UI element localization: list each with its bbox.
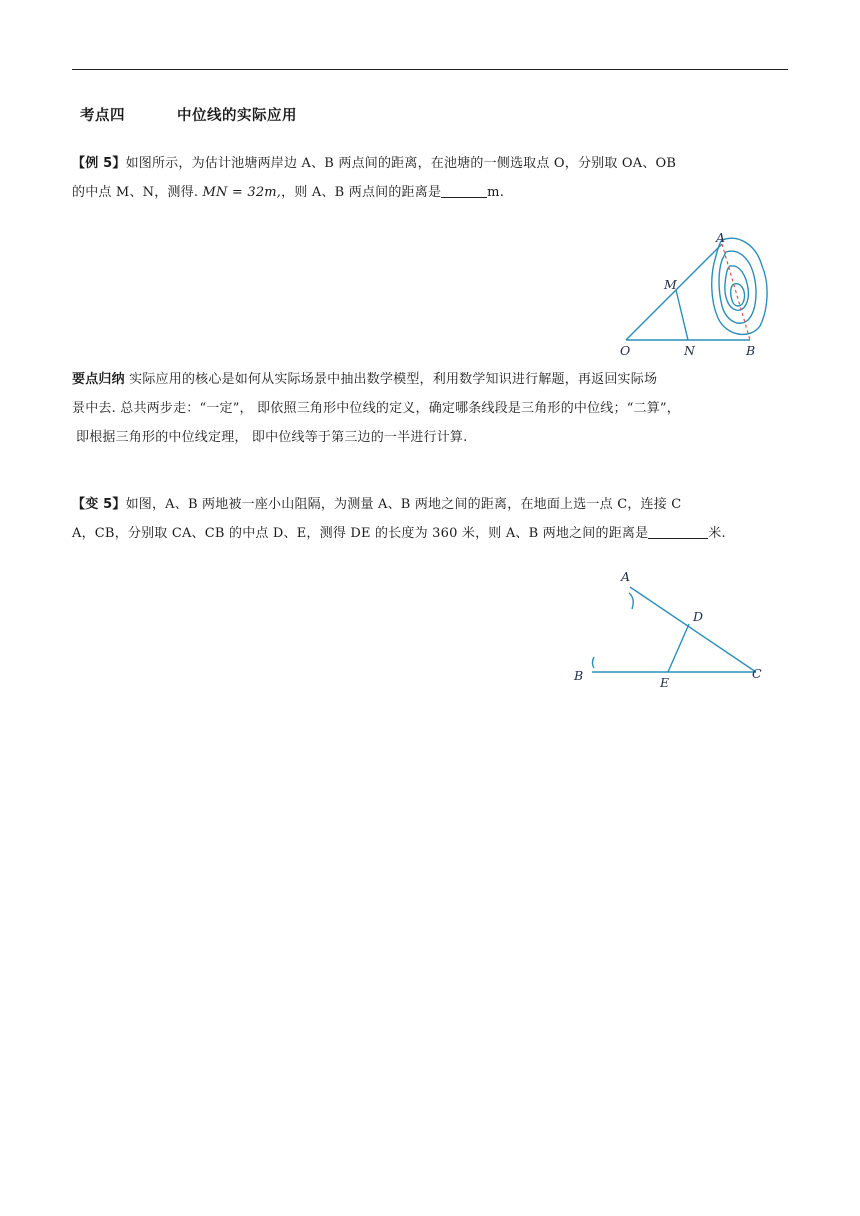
label-B: B bbox=[746, 343, 756, 358]
summary-tag: 要点归纳 bbox=[72, 372, 125, 387]
variant-5-tag: 【变 5】 bbox=[72, 497, 126, 512]
label-E: E bbox=[660, 675, 670, 690]
segment-DE bbox=[668, 624, 689, 672]
hill-figure bbox=[566, 565, 776, 690]
pond-contour-3 bbox=[725, 266, 749, 310]
summary-line-3: 即根据三角形的中位线定理， 即中位线等于第三边的一半进行计算. bbox=[76, 430, 468, 445]
section-label: 考点四 bbox=[80, 108, 125, 124]
label-N: N bbox=[684, 343, 695, 358]
example-5-formula: MN = 32m, bbox=[202, 185, 282, 200]
hill-edge-B bbox=[593, 657, 595, 668]
label-A: A bbox=[716, 230, 726, 245]
label-M: M bbox=[664, 277, 677, 292]
segment-MN bbox=[676, 290, 688, 340]
label-B: B bbox=[574, 668, 584, 683]
example-5-tag: 【例 5】 bbox=[72, 156, 126, 171]
label-O: O bbox=[620, 343, 631, 358]
section-heading bbox=[80, 104, 297, 125]
label-D: D bbox=[693, 609, 704, 624]
answer-blank[interactable] bbox=[441, 183, 487, 198]
header-rule bbox=[72, 69, 788, 70]
summary-line-2: 景中去. 总共两步走：“一定”， 即依照三角形中位线的定义，确定哪条线段是三角形的中位线；“二算”， bbox=[72, 401, 680, 416]
segment-OA bbox=[626, 244, 722, 340]
section-title: 中位线的实际应用 bbox=[177, 108, 297, 124]
segment-AC bbox=[630, 587, 756, 672]
variant-5-line-1: 【变 5】如图，A、B 两地被一座小山阻隔，为测量 A、B 两地之间的距离，在地面上选一点 C，连接 C bbox=[72, 497, 682, 512]
label-A: A bbox=[621, 569, 631, 584]
pond-figure bbox=[610, 222, 790, 362]
pond-contour-inner bbox=[731, 284, 745, 306]
example-5-line-2: 的中点 M、N，测得. MN = 32m,，则 A、B 两点间的距离是 m. bbox=[72, 185, 505, 200]
hill-edge-A bbox=[629, 593, 633, 609]
label-C: C bbox=[752, 666, 762, 681]
example-5-text bbox=[72, 149, 790, 207]
summary-text bbox=[72, 365, 790, 452]
answer-blank-2[interactable] bbox=[648, 524, 708, 539]
example-5-line-1: 【例 5】如图所示，为估计池塘两岸边 A、B 两点间的距离，在池塘的一侧选取点 O，分别取 OA、OB bbox=[72, 156, 677, 171]
variant-5-line-2: A，CB，分别取 CA、CB 的中点 D、E，测得 DE 的长度为 360 米，则 A、B 两地之间的距离是 米. bbox=[72, 526, 726, 541]
summary-line-1: 要点归纳 实际应用的核心是如何从实际场景中抽出数学模型，利用数学知识进行解题，再返回实际场 bbox=[72, 372, 658, 387]
variant-5-text bbox=[72, 490, 790, 548]
